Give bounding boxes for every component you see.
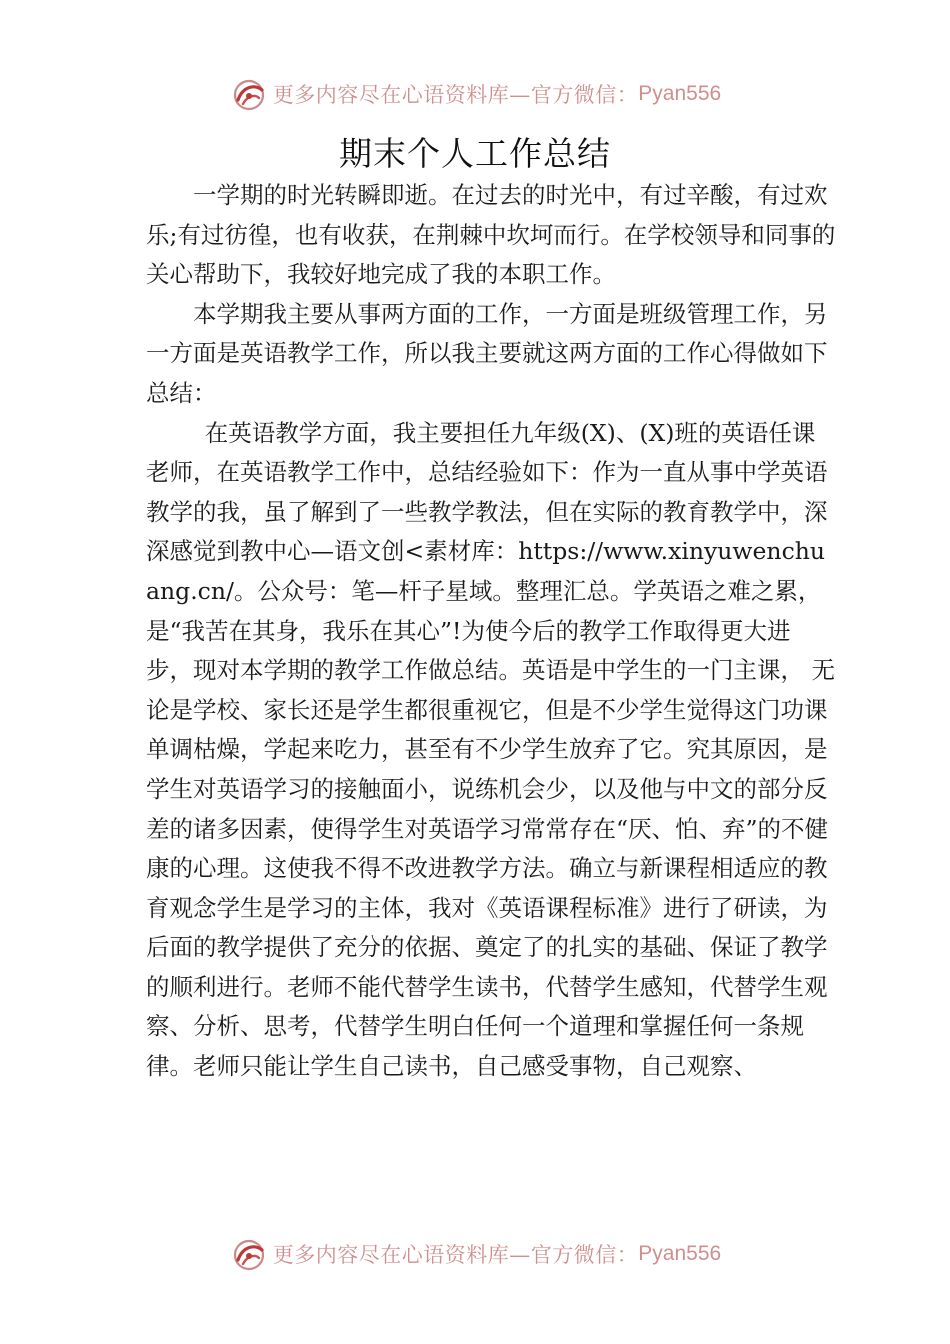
swirl-logo-icon xyxy=(229,1234,269,1274)
paragraph: 一学期的时光转瞬即逝。在过去的时光中，有过辛酸，有过欢乐;有过彷徨，也有收获，在荆棘中坎坷而行。在学校领导和同事的关心帮助下，我较好地完成了我的本职工作。 xyxy=(146,181,836,289)
wechat-id: Pyan556 xyxy=(638,1242,722,1265)
document-body xyxy=(146,176,836,1087)
footer-watermark xyxy=(0,1232,950,1276)
swirl-logo-icon xyxy=(229,74,269,114)
watermark-text: 更多内容尽在心语资料库—官方微信： xyxy=(272,83,639,107)
paragraph: 在英语教学方面，我主要担任九年级(X)、(X)班的英语任课老师，在英语教学工作中，总结经验如下：作为一直从事中学英语教学的我，虽了解到了一些教学教法，但在实际的教育教学中，深深感觉到教中心—语文创<素材库：https://www.xinyuwenchuang.cn/。公众号：笔—杆子星域。整理汇总。学英语之难之累，是“我苦在其身，我乐在其心”!为使今后的教学工作取得更大进步，现对本学期的教学工作做总结。英语是中学生的一门主课， 无论是学校、家长还是学生都很重视它，但是不少学生觉得这门功课单调枯燥，学起来吃力，甚至有不少学生放弃了它。究其原因，是学生对英语学习的接触面小，说练机会少，以及他与中文的部分反差的诸多因素，使得学生对英语学习常常存在“厌、怕、弃”的不健康的心理。这使我不得不改进教学方法。确立与新课程相适应的教育观念学生是学习的主体，我对《英语课程标准》进行了研读，为后面的教学提供了充分的依据、奠定了的扎实的基础、保证了教学的顺利进行。老师不能代替学生读书，代替学生感知，代替学生观察、分析、思考，代替学生明白任何一个道理和掌握任何一条规律。老师只能让学生自己读书，自己感受事物，自己观察、 xyxy=(146,418,835,1081)
wechat-id: Pyan556 xyxy=(638,82,722,105)
paragraph: 本学期我主要从事两方面的工作，一方面是班级管理工作，另一方面是英语教学工作，所以我主要就这两方面的工作心得做如下总结： xyxy=(146,299,828,407)
document-title: 期末个人工作总结 xyxy=(339,134,611,173)
watermark-text: 更多内容尽在心语资料库—官方微信： xyxy=(272,1243,639,1267)
header-watermark xyxy=(0,72,950,116)
